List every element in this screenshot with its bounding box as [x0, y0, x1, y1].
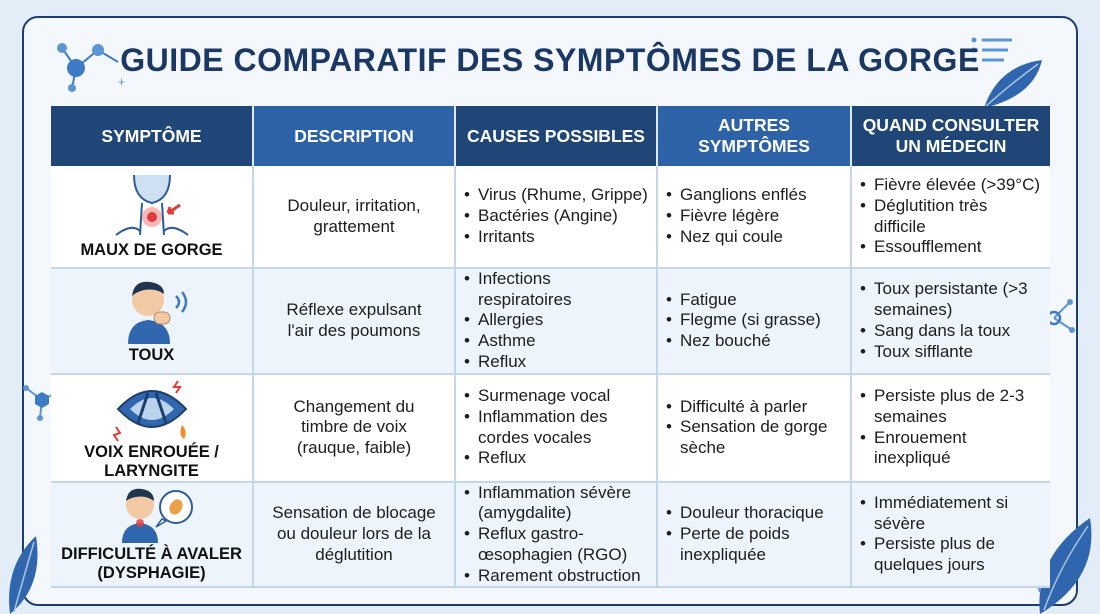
list-item: • Sang dans la toux — [860, 321, 1042, 342]
desc-line: déglutition — [315, 544, 393, 564]
desc-line: ou douleur lors de la — [276, 524, 432, 544]
svg-text:+: + — [118, 75, 126, 89]
desc-line: Sensation de blocage — [272, 503, 436, 523]
symptom-label: VOIX ENROUÉE / LARYNGITE — [84, 442, 219, 480]
header-consult-line1: QUAND CONSULTER — [862, 115, 1040, 135]
list-item: • Toux sifflante — [860, 342, 1042, 363]
larynx-icon — [108, 375, 196, 441]
list-item: • Toux persistante (>3 semaines) — [860, 279, 1042, 320]
list-item: • Fièvre élevée (>39°C) — [860, 175, 1042, 196]
consult-cell — [851, 268, 1050, 374]
desc-line: Douleur, irritation, — [287, 195, 421, 215]
list-item: • Irritants — [464, 227, 648, 248]
list-item: • Fatigue — [666, 290, 842, 311]
list-item: • Immédiatement si sévère — [860, 493, 1042, 534]
desc-line: timbre de voix — [301, 417, 407, 437]
description-cell — [253, 482, 455, 588]
desc-line: grattement — [313, 216, 395, 236]
header-when-consult — [851, 106, 1050, 166]
table-row — [51, 374, 1050, 482]
list-item: • Persiste plus de quelques jours — [860, 534, 1042, 575]
list-item: • Douleur thoracique — [666, 503, 842, 524]
list-item: • Rarement obstruction — [464, 566, 648, 587]
header-other-symptoms — [657, 106, 851, 166]
causes-cell — [455, 374, 657, 482]
list-item: • Virus (Rhume, Grippe) — [464, 185, 648, 206]
description-cell — [253, 268, 455, 374]
consult-cell — [851, 166, 1050, 268]
list-item: • Persiste plus de 2-3 semaines — [860, 386, 1042, 427]
list-item: • Nez qui coule — [666, 227, 842, 248]
header-description: DESCRIPTION — [253, 106, 455, 166]
other-symptoms-cell — [657, 482, 851, 588]
list-item: • Perte de poids inexpliquée — [666, 524, 842, 565]
list-item: • Surmenage vocal — [464, 386, 648, 407]
header-other-line2: SYMPTÔMES — [698, 136, 810, 156]
list-item: • Déglutition très difficile — [860, 196, 1042, 237]
table-row — [51, 268, 1050, 374]
header-causes: CAUSES POSSIBLES — [455, 106, 657, 166]
list-item: • Inflammation des cordes vocales — [464, 407, 648, 448]
table-row — [51, 482, 1050, 588]
header-symptom: SYMPTÔME — [51, 106, 253, 166]
symptom-cell — [51, 482, 253, 588]
table-header-row — [51, 106, 1050, 166]
cough-icon — [110, 276, 194, 344]
list-item: • Ganglions enflés — [666, 185, 842, 206]
symptom-cell — [51, 374, 253, 482]
list-item: • Enrouement inexpliqué — [860, 428, 1042, 469]
symptom-label-line: (DYSPHAGIE) — [97, 564, 206, 583]
table-row — [51, 166, 1050, 268]
list-item: • Reflux — [464, 448, 648, 469]
list-item: • Bactéries (Angine) — [464, 206, 648, 227]
desc-line: l'air des poumons — [287, 320, 421, 340]
header-consult-line2: UN MÉDECIN — [895, 136, 1007, 156]
list-item: • Sensation de gorge sèche — [666, 417, 842, 458]
header-other-line1: AUTRES — [718, 115, 790, 135]
symptom-label-line: DIFFICULTÉ À AVALER — [61, 545, 242, 564]
causes-cell — [455, 482, 657, 588]
symptoms-table — [51, 106, 1050, 588]
list-item: • Nez bouché — [666, 331, 842, 352]
swallowing-icon — [108, 485, 196, 543]
symptom-label — [59, 545, 244, 583]
list-item: • Flegme (si grasse) — [666, 310, 842, 331]
other-symptoms-cell — [657, 268, 851, 374]
symptom-cell — [51, 166, 253, 268]
desc-line: (rauque, faible) — [296, 438, 412, 457]
list-item: • Infections respiratoires — [464, 269, 648, 310]
list-item: • Reflux — [464, 352, 648, 373]
causes-cell — [455, 166, 657, 268]
list-item: • Fièvre légère — [666, 206, 842, 227]
list-item: • Difficulté à parler — [666, 397, 842, 418]
symptom-label: MAUX DE GORGE — [80, 241, 223, 260]
sore-throat-icon — [112, 173, 192, 239]
list-item: • Asthme — [464, 331, 648, 352]
list-item: • Inflammation sévère (amygdalite) — [464, 483, 648, 524]
symptom-label: TOUX — [128, 346, 175, 365]
desc-line: Réflexe expulsant — [286, 300, 422, 320]
description-cell — [253, 166, 455, 268]
symptom-cell — [51, 268, 253, 374]
list-item: • Essoufflement — [860, 237, 1042, 258]
list-item: • Allergies — [464, 310, 648, 331]
consult-cell — [851, 374, 1050, 482]
consult-cell — [851, 482, 1050, 588]
causes-cell — [455, 268, 657, 374]
desc-line: Changement du — [293, 396, 415, 416]
other-symptoms-cell — [657, 166, 851, 268]
list-item: • Reflux gastro-œsophagien (RGO) — [464, 524, 648, 565]
page-title: GUIDE COMPARATIF DES SYMPTÔMES DE LA GORGE — [120, 42, 980, 78]
other-symptoms-cell — [657, 374, 851, 482]
description-cell — [253, 374, 455, 482]
